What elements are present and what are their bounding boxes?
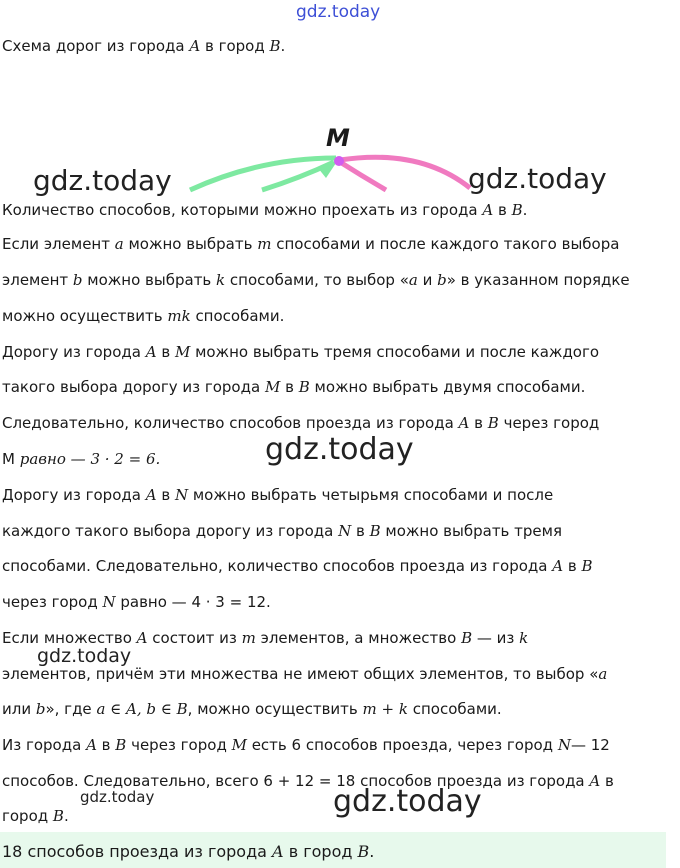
watermark-right: gdz.today — [468, 162, 607, 195]
math-symbol: a — [598, 665, 608, 683]
math-symbol: A — [458, 414, 470, 432]
text-segment: такого выбора дорогу из города — [2, 378, 265, 396]
math-symbol: равно — 3 · 2 = 6. — [14, 450, 161, 468]
math-symbol: N — [102, 593, 116, 611]
text-segment: элементов, а множество — [255, 629, 462, 647]
text-line — [2, 664, 607, 684]
math-symbol: b — [35, 700, 46, 718]
text-line — [2, 556, 593, 576]
math-symbol: N — [557, 736, 571, 754]
text-segment: Если множество — [2, 629, 137, 647]
diagram-node-label-m: M — [326, 124, 350, 152]
text-segment: Схема дорог из города — [2, 37, 190, 55]
text-segment: в — [96, 736, 116, 754]
watermark-middle: gdz.today — [265, 432, 414, 467]
road-a-m-1 — [190, 158, 336, 190]
text-segment: через город — [498, 414, 600, 432]
math-symbol: N — [338, 522, 352, 540]
text-segment: через город — [2, 593, 103, 611]
math-symbol: M — [174, 343, 191, 361]
text-segment: способами. — [407, 700, 502, 718]
text-segment: в — [563, 557, 582, 575]
watermark-bottom: gdz.today — [333, 784, 482, 819]
text-segment: в — [156, 486, 175, 504]
text-segment: Дорогу из города — [2, 486, 146, 504]
text-segment: M — [2, 450, 15, 468]
text-segment: . — [369, 842, 375, 861]
text-segment: каждого такого выбора дорогу из города — [2, 522, 339, 540]
text-segment: можно выбрать двумя способами. — [309, 378, 586, 396]
text-segment: можно выбрать — [82, 271, 217, 289]
text-line — [2, 735, 610, 755]
text-segment: состоит из — [147, 629, 242, 647]
text-line — [2, 806, 69, 826]
math-symbol: N — [174, 486, 189, 504]
math-symbol: B — [115, 736, 127, 754]
text-segment: можно осуществить — [2, 307, 168, 325]
math-symbol: B — [52, 807, 64, 825]
text-segment: элементов, причём эти множества не имеют общих элементов, то выбор « — [2, 665, 599, 683]
text-line — [2, 628, 528, 648]
math-symbol: a — [114, 235, 124, 253]
text-segment: — 12 — [570, 736, 610, 754]
text-line — [2, 377, 585, 397]
math-symbol: A — [145, 343, 157, 361]
text-segment: в — [351, 522, 370, 540]
text-line — [2, 36, 285, 56]
text-segment: способами. — [190, 307, 285, 325]
text-line — [2, 306, 284, 326]
text-line — [2, 699, 502, 719]
math-symbol: mk — [167, 307, 191, 325]
watermark-left: gdz.today — [33, 164, 172, 197]
text-segment: — из — [472, 629, 520, 647]
text-line — [2, 200, 527, 220]
text-line — [2, 521, 562, 541]
math-symbol: b — [437, 271, 447, 289]
text-segment: можно выбрать четырьмя способами и после — [188, 486, 554, 504]
math-symbol: B — [581, 557, 593, 575]
text-segment: в город — [200, 37, 270, 55]
text-segment: в — [600, 772, 614, 790]
math-symbol: k — [519, 629, 529, 647]
math-symbol: B — [461, 629, 473, 647]
text-line — [2, 449, 160, 469]
math-symbol: A — [552, 557, 564, 575]
math-symbol: B — [511, 201, 523, 219]
math-symbol: a ∈ A, b ∈ B — [96, 700, 188, 718]
text-line — [2, 485, 553, 505]
answer-text — [2, 842, 374, 862]
text-segment: есть 6 способов проезда, через город — [246, 736, 558, 754]
text-segment: 18 способов проезда из города — [2, 842, 273, 861]
math-symbol: a — [408, 271, 418, 289]
math-symbol: k — [216, 271, 226, 289]
road-m-b-2 — [340, 162, 386, 190]
math-symbol: A — [589, 772, 601, 790]
math-symbol: A — [86, 736, 97, 754]
text-segment: Следовательно, количество способов проезда из города — [2, 414, 459, 432]
math-symbol: b — [72, 271, 83, 289]
text-segment: способами, то выбор « — [225, 271, 409, 289]
text-segment: город — [2, 807, 53, 825]
text-segment: можно выбрать тремя способами и после каждого — [190, 343, 600, 361]
text-segment: способов. Следовательно, всего 6 + 12 = 18 способов проезда из города — [2, 772, 590, 790]
text-segment: . — [522, 201, 528, 219]
text-segment: Если элемент — [2, 235, 115, 253]
text-segment: . — [63, 807, 69, 825]
watermark-small-1: gdz.today — [37, 645, 132, 667]
text-segment: » в указанном порядке — [446, 271, 630, 289]
text-segment: в — [280, 378, 299, 396]
text-line — [2, 592, 271, 612]
text-line — [2, 270, 630, 290]
math-symbol: B — [357, 842, 370, 861]
node-m-dot — [334, 156, 344, 166]
text-segment: , можно осуществить — [187, 700, 363, 718]
math-symbol: B — [298, 378, 310, 396]
math-symbol: B — [269, 37, 281, 55]
math-symbol: m — [257, 235, 272, 253]
text-segment: элемент — [2, 271, 73, 289]
watermark-small-2: gdz.today — [80, 788, 155, 806]
math-symbol: A — [482, 201, 494, 219]
math-symbol: B — [369, 522, 381, 540]
math-symbol: A — [272, 842, 284, 861]
text-segment: и — [417, 271, 438, 289]
text-line — [2, 234, 619, 254]
text-segment: Количество способов, которыми можно проехать из города — [2, 201, 483, 219]
math-symbol: m — [241, 629, 256, 647]
text-segment: в — [469, 414, 488, 432]
math-symbol: B — [487, 414, 499, 432]
math-symbol: A — [145, 486, 157, 504]
text-segment: равно — 4 · 3 = 12. — [115, 593, 271, 611]
text-segment: . — [280, 37, 286, 55]
text-line — [2, 413, 599, 433]
text-segment: Из города — [2, 736, 87, 754]
math-symbol: M — [231, 736, 247, 754]
text-segment: можно выбрать тремя — [380, 522, 562, 540]
text-segment: или — [2, 700, 36, 718]
text-segment: способами. Следовательно, количество способов проезда из города — [2, 557, 553, 575]
math-symbol: M — [264, 378, 281, 396]
math-symbol: m + k — [362, 700, 408, 718]
math-symbol: A — [136, 629, 148, 647]
text-line — [2, 771, 614, 791]
math-symbol: A — [189, 37, 201, 55]
text-segment: в — [156, 343, 175, 361]
text-segment: в город — [283, 842, 358, 861]
text-segment: Дорогу из города — [2, 343, 146, 361]
watermark-top: gdz.today — [296, 2, 381, 22]
text-segment: можно выбрать — [123, 235, 258, 253]
text-segment: через город — [126, 736, 232, 754]
text-segment: », где — [45, 700, 97, 718]
text-line — [2, 342, 599, 362]
text-segment: в — [493, 201, 512, 219]
text-segment: способами и после каждого такого выбора — [271, 235, 620, 253]
